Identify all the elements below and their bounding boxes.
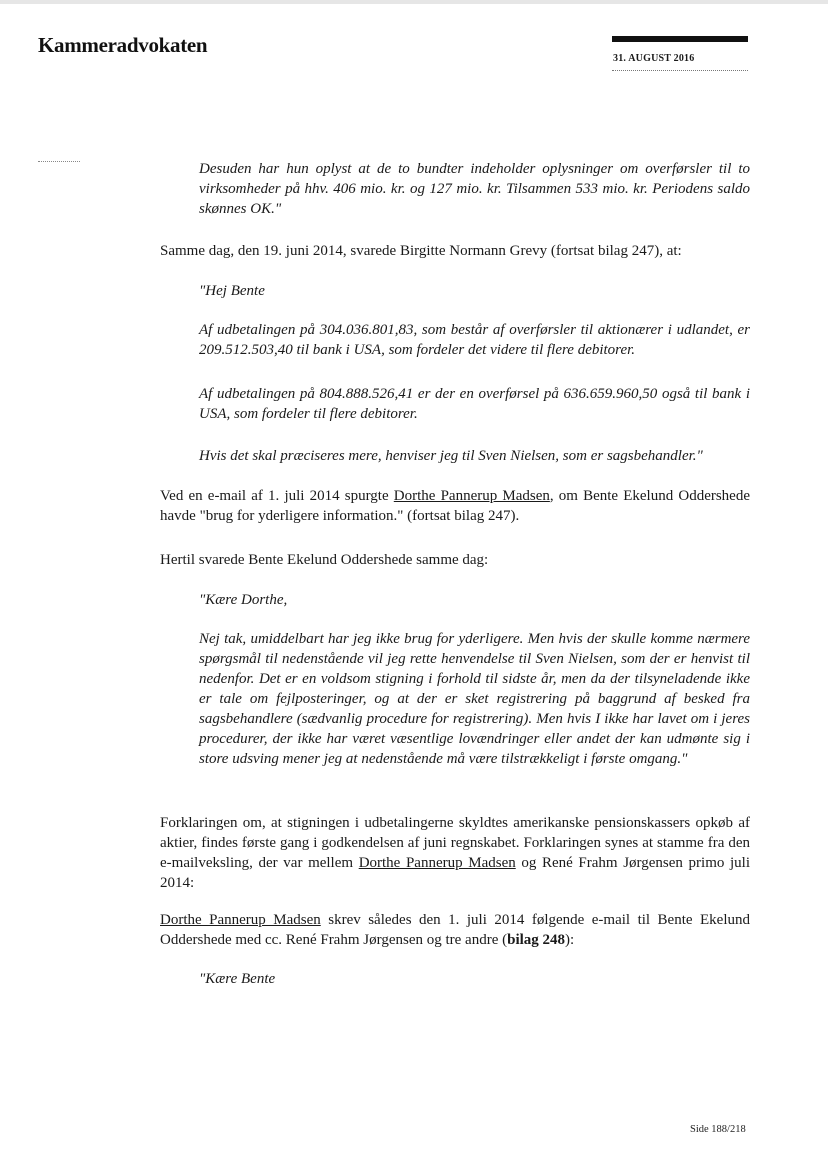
paragraph-3: Hertil svarede Bente Ekelund Oddershede samme dag:: [160, 552, 489, 568]
quote-2-paragraph-3: Hvis det skal præciseres mere, henviser jeg til Sven Nielsen, som er sagsbehandler.": [199, 448, 703, 464]
person-link-dorthe: Dorthe Pannerup Madsen: [160, 912, 321, 928]
brand-name: Kammeradvokaten: [38, 33, 208, 57]
quote-2-paragraph-1: Af udbetalingen på 304.036.801,83, som består af overførsler til aktionærer i udlandet, er 209.512.503,40 til bank i USA, som fordeler det videre til flere debitorer.: [199, 322, 750, 358]
paragraph-2-text-a: Ved en e-mail af 1. juli 2014 spurgte: [160, 488, 394, 504]
quote-2-paragraph-2: Af udbetalingen på 804.888.526,41 er der en overførsel på 636.659.960,50 også til bank i USA, som fordeler til flere debitorer.: [199, 386, 750, 422]
paragraph-1: Samme dag, den 19. juni 2014, svarede Birgitte Normann Grevy (fortsat bilag 247), at:: [160, 243, 682, 259]
quote-2-greeting: "Hej Bente: [199, 283, 265, 299]
paragraph-4: [160, 813, 750, 893]
quote-4-greeting: "Kære Bente: [199, 971, 276, 987]
scan-edge: [0, 0, 828, 4]
paragraph-5: [160, 910, 750, 950]
person-link-dorthe: Dorthe Pannerup Madsen: [393, 488, 550, 504]
margin-dots: [38, 161, 80, 162]
paragraph-2: [160, 486, 750, 526]
paragraph-4-text-b: og René Frahm Jørgensen primo juli 2014:: [160, 855, 751, 891]
quote-3-greeting: "Kære Dorthe,: [199, 592, 288, 608]
document-date: 31. AUGUST 2016: [613, 53, 695, 64]
paragraph-2-text-b: , om Bente Ekelund Oddershede havde "brug for yderligere information." (fortsat bilag 247).: [160, 488, 750, 524]
date-underline: [612, 70, 748, 71]
bilag-reference: bilag 248: [507, 932, 566, 948]
person-link-dorthe: Dorthe Pannerup Madsen: [358, 855, 516, 871]
date-block: [612, 36, 748, 71]
page-number: Side 188/218: [690, 1124, 746, 1135]
paragraph-4-text-a: Forklaringen om, at stigningen i udbetalingerne skyldtes amerikanske pensionskassers opkøb af aktier, findes første gang i godkendelsen af juni regnskabet. Forklaringen synes at stamme fra den e-mailveksling, der var mellem: [160, 815, 750, 871]
date-bar: [612, 36, 748, 42]
paragraph-5-text-b: ):: [565, 932, 575, 948]
quote-3-paragraph-1: Nej tak, umiddelbart har jeg ikke brug for yderligere. Men hvis der skulle komme nærmere spørgsmål til nedenstående vil jeg rette henvendelse til Sven Nielsen, som der er henvist til nedenfor. Det er en voldsom stigning i forhold til sidste år, men da der tilsyneladende ikke er tale om fejlposteringer, og at der er sket registrering på baggrund af besked fra sagsbehandlere (sædvanlig procedure for registrering). Men hvis I ikke har lavet om i jeres procedurer, der ikke har været væsentlige lovændringer eller andet der kan udmønte sig i store udsving mener jeg at nedenstående må være tilstrækkeligt i første omgang.": [199, 631, 750, 767]
paragraph-5-text-a: skrev således den 1. juli 2014 følgende e-mail til Bente Ekelund Oddershede med cc. René Frahm Jørgensen og tre andre (: [160, 912, 750, 948]
quote-1: Desuden har hun oplyst at de to bundter indeholder oplysninger om overførsler til to virksomheder på hhv. 406 mio. kr. og 127 mio. kr. Tilsammen 533 mio. kr. Periodens saldo skønnes OK.": [199, 161, 750, 217]
